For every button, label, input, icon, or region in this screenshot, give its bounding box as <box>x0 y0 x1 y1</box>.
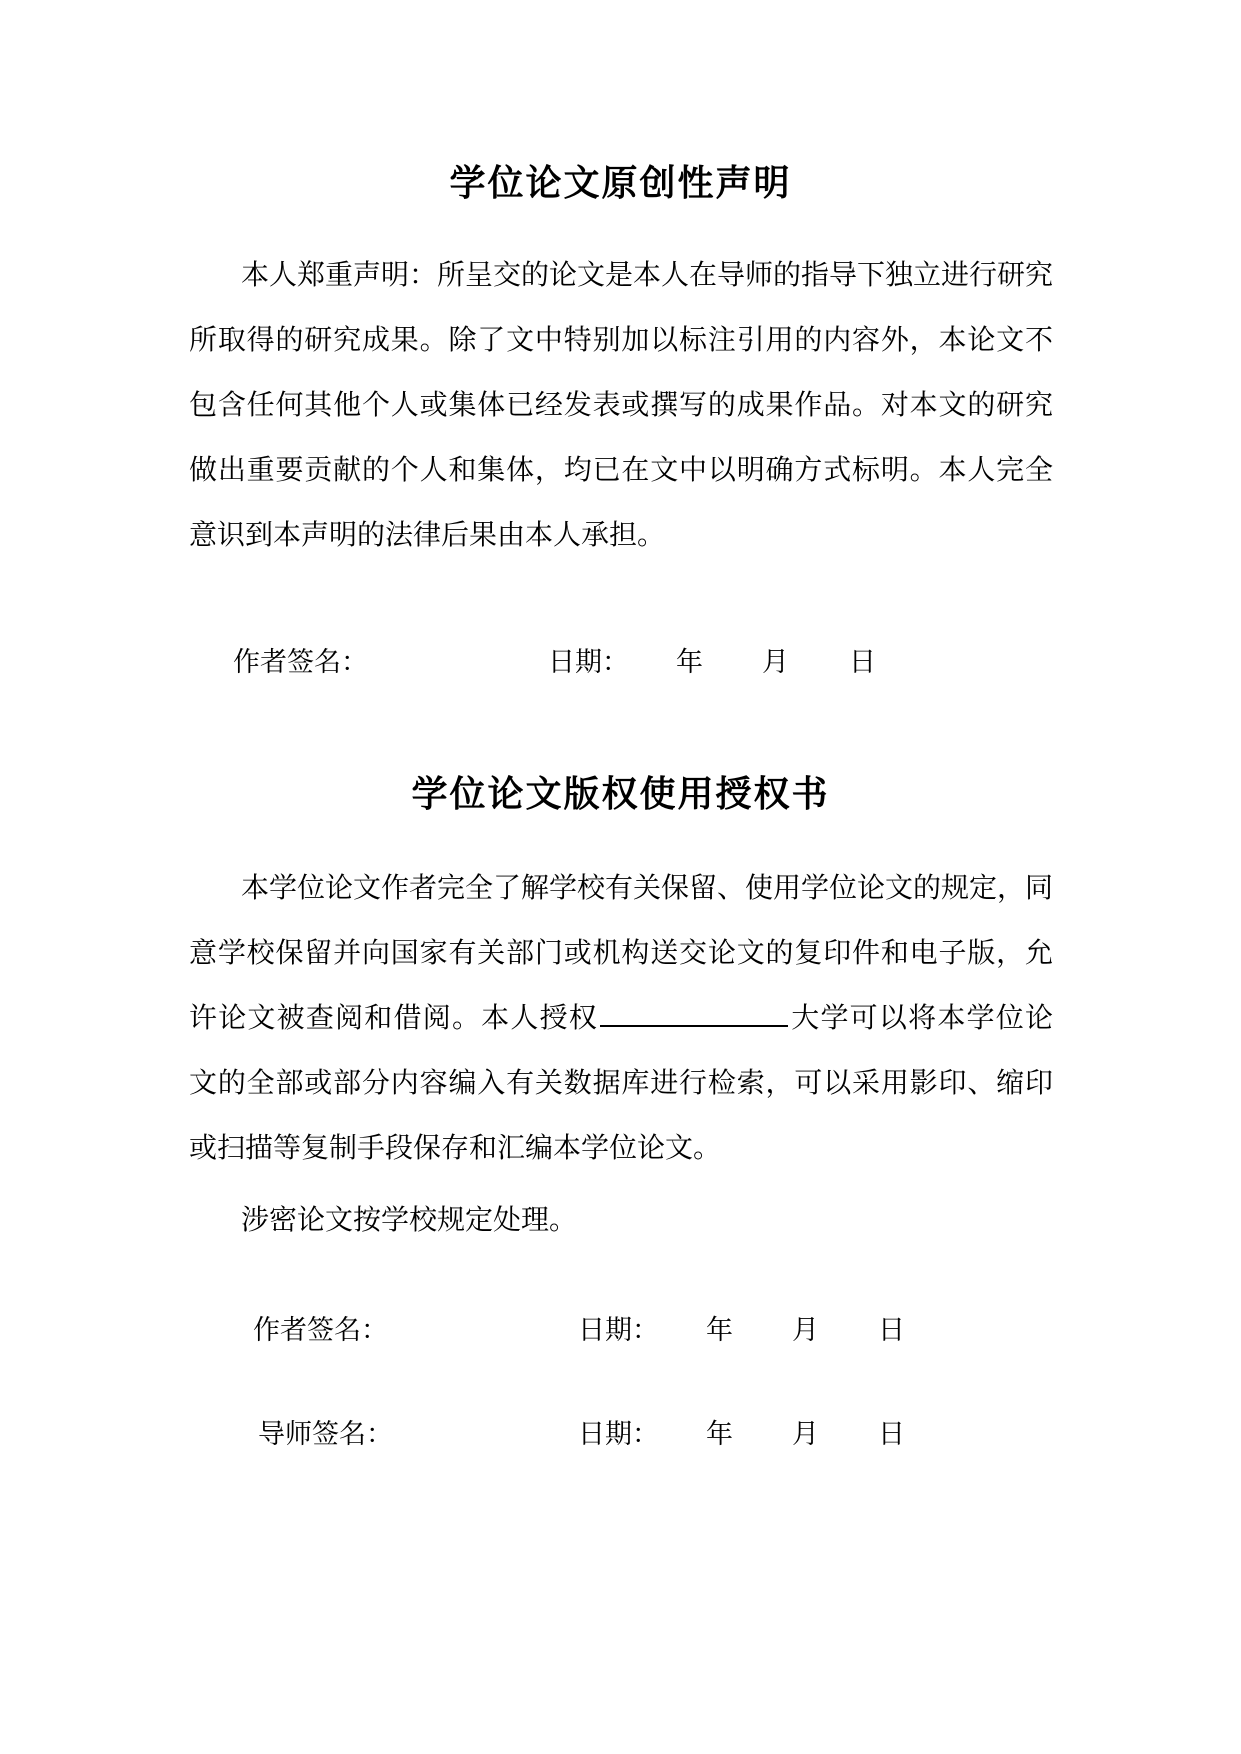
month-label: 月 <box>762 647 789 678</box>
originality-statement-paragraph <box>189 242 1053 567</box>
author-signature-line <box>0 1314 1241 1348</box>
day-label: 日 <box>878 1419 905 1450</box>
year-label: 年 <box>706 1419 733 1450</box>
month-label: 月 <box>792 1419 819 1450</box>
author-signature-label: 作者签名： <box>253 1315 388 1346</box>
month-label: 月 <box>792 1315 819 1346</box>
authorization-text-before-blank: 本学位论文作者完全了解学校有关保留、使用学位论文的规定，同意学校保留并向国家有关部门或机构送交论文的复印件和电子版，允许论文被查阅和借阅。本人授权 <box>189 871 1054 1034</box>
secret-thesis-note <box>189 1187 1053 1252</box>
date-label: 日期： <box>548 647 629 678</box>
secret-thesis-note-text: 涉密论文按学校规定处理。 <box>241 1203 578 1236</box>
copyright-authorization-title: 学位论文版权使用授权书 <box>411 774 830 815</box>
author-signature-label: 作者签名： <box>233 647 368 678</box>
advisor-signature-label: 导师签名： <box>258 1419 393 1450</box>
author-signature-line <box>0 646 1241 680</box>
date-label: 日期： <box>578 1315 659 1346</box>
year-label: 年 <box>706 1315 733 1346</box>
university-name-blank[interactable] <box>600 997 788 1027</box>
authorization-text-after-blank: 大学可以将本学位论文的全部或部分内容编入有关数据库进行检索，可以采用影印、缩印或扫描等复制手段保存和汇编本学位论文。 <box>189 1001 1053 1164</box>
originality-statement-title: 学位论文原创性声明 <box>449 163 792 204</box>
day-label: 日 <box>878 1315 905 1346</box>
advisor-signature-line <box>0 1418 1241 1452</box>
year-label: 年 <box>676 647 703 678</box>
copyright-authorization-paragraph <box>189 855 1053 1180</box>
day-label: 日 <box>849 647 876 678</box>
date-label: 日期： <box>578 1419 659 1450</box>
originality-statement-text: 本人郑重声明：所呈交的论文是本人在导师的指导下独立进行研究所取得的研究成果。除了文中特别加以标注引用的内容外，本论文不包含任何其他个人或集体已经发表或撰写的成果作品。对本文的研究做出重要贡献的个人和集体，均已在文中以明确方式标明。本人完全意识到本声明的法律后果由本人承担。 <box>189 258 1054 551</box>
